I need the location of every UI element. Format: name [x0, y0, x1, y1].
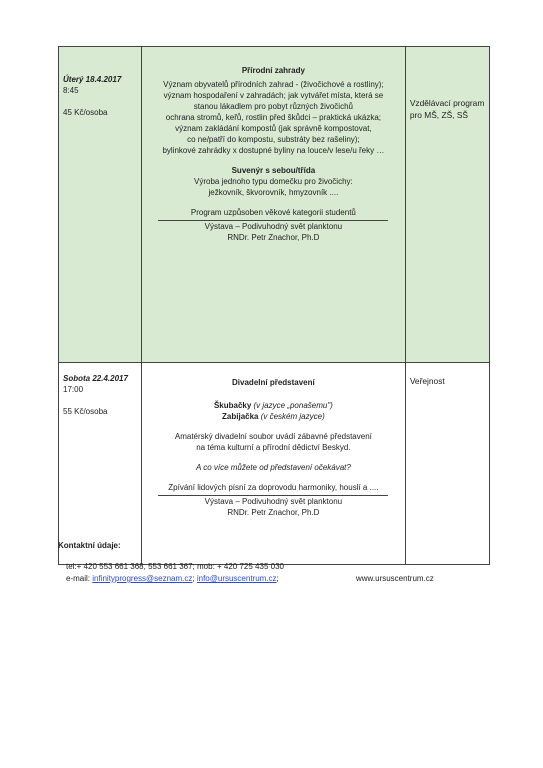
- age-note: Program uzpůsoben věkové kategorii studentů: [190, 208, 356, 217]
- event-title: Přírodní zahrady: [241, 66, 305, 75]
- play-line: [146, 400, 401, 411]
- date-cell: [59, 363, 142, 565]
- event-price: 55 Kč/osoba: [63, 407, 108, 416]
- event-title: Divadelní představení: [232, 378, 315, 387]
- songs-line: Zpívání lidových písní za doprovodu harmoniky, houslí a ....: [168, 483, 379, 492]
- description-line: význam hospodaření v zahradách; jak vytvářet místa, která se: [163, 91, 384, 100]
- event-subtitle: Suvenýr s sebou/třída: [231, 166, 316, 175]
- description-cell: [141, 47, 405, 363]
- description-cell: [141, 363, 405, 565]
- email-line: [58, 573, 498, 585]
- play-language: (v jazyce „ponašemu"): [251, 401, 333, 410]
- phone-line: tel:+ 420 553 661 368, 553 661 367; mob: + 420 725 435 030: [66, 562, 284, 571]
- contact-section: [58, 540, 498, 585]
- audience-cell: [405, 363, 489, 565]
- audience-text: Vzdělávací program pro MŠ, ZŠ, SŠ: [409, 98, 485, 120]
- play-line: [146, 411, 401, 422]
- description-line: na téma kulturní a přírodní dědictví Beskyd.: [196, 443, 351, 452]
- description-line: ježkovník, škvorovník, hmyzovník ....: [208, 188, 339, 197]
- description-line: co ne/patří do kompostu, substráty bez rašeliny);: [187, 135, 360, 144]
- play-language: (v českém jazyce): [258, 412, 325, 421]
- audience-cell: [405, 47, 489, 363]
- description-line: bylinkové zahrádky x dostupné byliny na louce/v lese/u řeky …: [162, 146, 385, 155]
- email-link-infinity[interactable]: infinityprogress@seznam.cz: [92, 574, 193, 583]
- email-prefix: e-mail:: [66, 574, 93, 583]
- table-row: [59, 47, 490, 363]
- email-link-ursus[interactable]: info@ursuscentrum.cz: [196, 574, 277, 583]
- description-line: ochrana stromů, keřů, rostlin před škůdci – praktická ukázka;: [165, 113, 381, 122]
- email-suffix: ;: [276, 574, 279, 583]
- description-line: Výroba jednoho typu domečku pro živočichy:: [194, 177, 353, 186]
- event-time: 17:00: [63, 385, 84, 394]
- event-time: 8:45: [63, 86, 79, 95]
- audience-text: Veřejnost: [409, 376, 445, 386]
- event-date: Úterý 18.4.2017: [63, 75, 122, 84]
- description-line: stanou lákadlem pro pobyt různých živočichů: [193, 102, 353, 111]
- program-table: [58, 46, 490, 565]
- email-separator: ;: [192, 574, 197, 583]
- exhibition-author: RNDr. Petr Znachor, Ph.D: [227, 233, 320, 242]
- exhibition-title: Výstava – Podivuhodný svět planktonu: [204, 497, 343, 506]
- date-cell: [59, 47, 142, 363]
- play-name: Zabíjačka: [222, 412, 259, 421]
- description-line: Amatérský divadelní soubor uvádí zábavné představení: [174, 432, 372, 441]
- exhibition-title: Výstava – Podivuhodný svět planktonu: [204, 222, 343, 231]
- description-line: Význam obyvatelů přírodních zahrad - (živočichové a rostliny);: [163, 80, 384, 89]
- contact-heading: Kontaktní údaje:: [58, 541, 121, 550]
- event-date: Sobota 22.4.2017: [63, 374, 128, 383]
- play-name: Škubačky: [213, 401, 252, 410]
- question-line: A co více můžete od představení očekávat?: [195, 463, 351, 472]
- website-link[interactable]: www.ursuscentrum.cz: [356, 574, 434, 583]
- description-line: význam zakládání kompostů (jak správně kompostovat,: [175, 124, 372, 133]
- event-price: 45 Kč/osoba: [63, 108, 108, 117]
- exhibition-author: RNDr. Petr Znachor, Ph.D: [227, 508, 320, 517]
- table-row: [59, 363, 490, 565]
